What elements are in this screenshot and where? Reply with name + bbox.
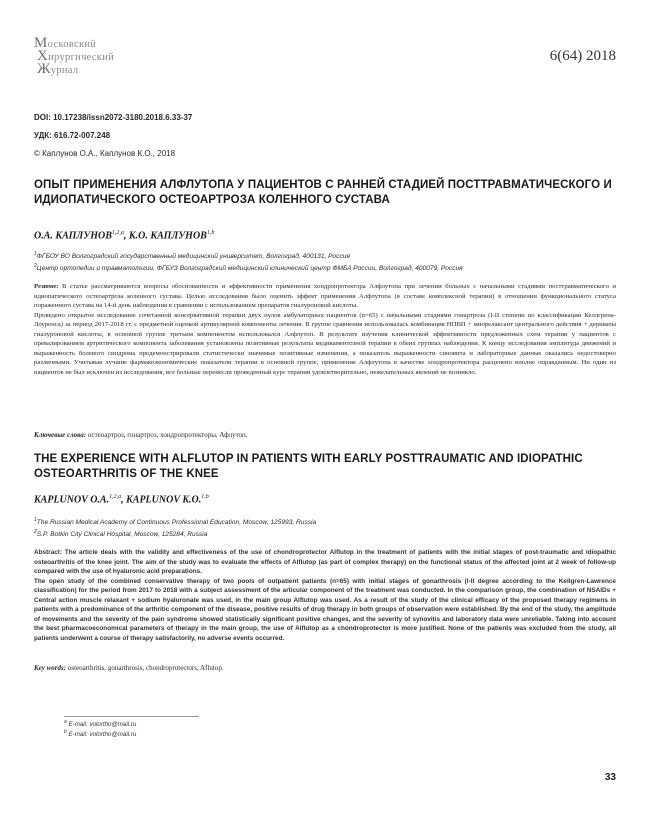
author-1-ru-sup: 1,2,a (111, 230, 124, 236)
keywords-en (34, 664, 616, 672)
affiliations-ru (34, 250, 624, 273)
udk: УДК: 616.72-007.248 (34, 131, 111, 140)
keywords-ru-label: Ключевые слова: (34, 431, 87, 439)
abstract-ru-p2: Проведено открытое исследование сочетанной консервативной терапии двух пулов амбулаторных пациентов (n=65) с начальными стадиями гонартроза (I-II степени по классификации Келлгрена-Лоуренса) за период 2017-2018 гг. с предметной оценкой артикулярной компоненты лечения. В группе сравнения использовалась комбинация НПВП + миорелаксант центрального действия + дериваты гиалуроновой кислоты, в основной группе третьим компонентом использовался Алфлутоп. В результате изучения клинической эффективности предложенных схем терапии у пациентов с превалированием артритического компонента заболевания установлены позитивные результаты медикаментозной терапии в обеих группах наблюдения. К концу исследования амплитуда движений и выраженность болевого синдрома продемонстрировали статистически значимые позитивные изменения, а показатель выраженности синовита и лабораторные данные оказались недостоверно различными. Учитывая лучшие фармакоэкономические показатели терапии в основной группе, применение Алфлутопа в качестве хондропротектора расценено вполне оправданным. Ни один из пациентов не был исключен из исследования, все больные перенесли проведенный курс терапии удовлетворительно, нежелательных явлений не возникло. (34, 311, 616, 376)
author-2-en: KAPLUNOV K.O. (126, 494, 202, 506)
author-2-ru-sup: 1,b (206, 230, 215, 236)
page-number: 33 (604, 772, 616, 783)
journal-logo (34, 33, 164, 77)
author-1-en-sup: 1,2,a (109, 494, 122, 500)
author-1-en: KAPLUNOV O.A. (34, 494, 110, 506)
abstract-ru (34, 282, 616, 377)
abstract-en-label: Abstract: (34, 549, 63, 556)
affiliation-1-ru: $^1$ФГБОУ ВО Волгоградский государственный медицинский университет, Волгоград, 400131, Россия (34, 251, 350, 261)
abstract-en-p1: Abstract: The article deals with the validity and effectiveness of the use of chondroprotector Alflutop in the treatment of patients with the initial stages of post-traumatic and idiopathic osteoarthritis of the knee joint. The aim of the study was to evaluate the effects of Alflutop (as part of complex therapy) on the functional status of the affected joint at 2 week of follow-up compared with the use of hyaluronic acid preparations. (34, 549, 617, 575)
abstract-ru-label: Резюме: (34, 283, 59, 290)
title-en: THE EXPERIENCE WITH ALFLUTOP IN PATIENTS WITH EARLY POSTTRAUMATIC AND IDIOPATHIC OSTEOARTHRITIS OF THE KNEE (34, 453, 583, 480)
footnote-a: $^a$ E-mail: volortho@mail.ru (64, 719, 137, 729)
abstract-ru-p1: Резюме: В статье рассматриваются вопросы обоснованности и эффективности применения хондропротектора Алфлутопа при лечении больных с начальными стадиями посттравматического и идиопатического остеоартроза коленного сустава. Целью исследования было оценить эффект применения Алфлутопа (в составе комплексной терапии) в отношении функционального статуса пораженного сустава на 14-й день наблюдения в сравнении с использованием препаратов гиалуроновой кислоты. (34, 283, 617, 309)
affiliation-2-ru: $^2$Центр ортопедии и травматологии, ФГБУЗ Волгоградский медицинский клинический центр ФМБА России, Волгоград, 400079, Россия (34, 262, 463, 272)
footnote-b: $^b$ E-mail: volortho@mail.ru (64, 729, 137, 739)
issue-number: 6(64) 2018 (549, 48, 616, 64)
logo-line-2: Хирургический (37, 48, 115, 64)
keywords-en-label: Key words: (34, 664, 67, 672)
affiliations-en (34, 516, 624, 539)
abstract-en-p2: The open study of the combined conservative therapy of two pools of outpatient patients (n=65) with initial stages of gonarthrosis (I-II degree according to the Kellgren-Lawrence classification) for the period from 2017 to 2018 with a subject assessment of the articular component of the treatment was conducted. In the comparison group, the combination of NSAIDs + Central action muscle relaxant + sodium hyaluronate was used, in the main group Alflutop was used. As a result of the study of the clinical efficacy of the proposed therapy regimens in patients with a predominance of the arthritic component of the disease, positive results of drug therapy in both groups of observation were established. By the end of the study, the amplitude of movements and the severity of the pain syndrome showed statistically significant positive changes, and the severity of synovitis and laboratory data were unreliable. Taking into account the best pharmacoeconomical parameters of therapy in the main group, the use of Alflutop as a chondroprotector is more justified. None of the patients was excluded from the study, all patients underwent a course of therapy satisfactorily, no adverse events occurred. (34, 577, 616, 642)
abstract-en (34, 548, 616, 643)
keywords-ru-text: остеоартроз, гонартроз, хондропротекторы, Афлутоп. (87, 431, 248, 439)
authors-en: KAPLUNOV O.A.$^{1,2,a}$, KAPLUNOV K.O.$^{1,b}$ (34, 494, 209, 506)
keywords-ru (34, 431, 616, 439)
copyright: © Каплунов О.А., Каплунов К.О., 2018 (34, 149, 176, 158)
footnote-b-email: E-mail: volortho@mail.ru (68, 731, 137, 739)
title-ru: ОПЫТ ПРИМЕНЕНИЯ АЛФЛУТОПА У ПАЦИЕНТОВ С РАННЕЙ СТАДИЕЙ ПОСТТРАВМАТИЧЕСКОГО И ИДИОПАТИЧЕСКОГО ОСТЕОАРТРОЗА КОЛЕННОГО СУСТАВА (34, 179, 612, 206)
footnote-a-email: E-mail: volortho@mail.ru (68, 721, 137, 729)
affiliation-1-en: $^1$The Russian Medical Academy of Continuous Professional Education, Moscow, 125993, Russia (34, 517, 317, 527)
affiliation-2-en: $^2$S.P. Botkin City Clinical Hospital, Moscow, 125284, Russia (34, 528, 208, 538)
author-1-ru: О.А. КАПЛУНОВ (34, 230, 112, 242)
logo-line-3: Журнал (37, 61, 79, 77)
doi: DOI: 10.17238/issn2072-3180.2018.6.33-37 (34, 113, 193, 122)
author-2-en-sup: 1,b (201, 494, 209, 500)
logo-line-1: Московский (34, 35, 97, 51)
author-2-ru: К.О. КАПЛУНОВ (128, 230, 207, 242)
footnote-rule (64, 716, 199, 717)
authors-ru: О.А. КАПЛУНОВ$^{1,2,a}$, К.О. КАПЛУНОВ$^{1,b}$ (34, 230, 215, 242)
keywords-en-text: osteoarthritis, gonarthrosis, chondroprotectors, Aflutop. (67, 664, 224, 672)
